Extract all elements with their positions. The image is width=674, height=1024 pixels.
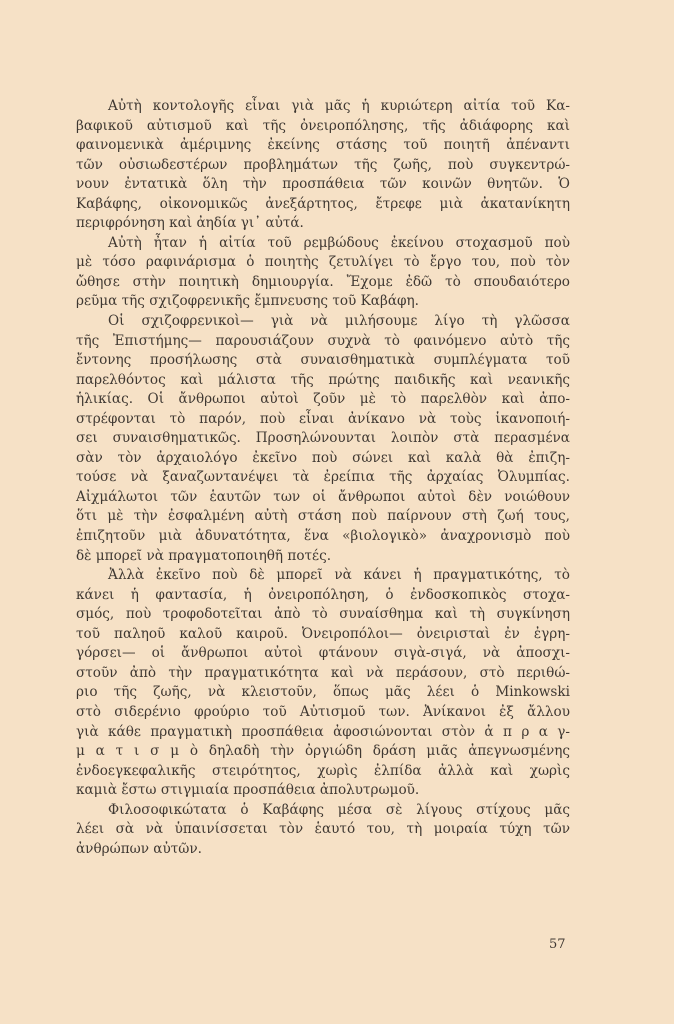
text-line: στρέφονται τὸ παρόν, ποὺ εἶναι ἀνίκανο νὰ τοὺς ἱκανοποιή- (76, 410, 570, 427)
text-line: Αὐτὴ ἦταν ἡ αἰτία τοῦ ρεμβώδους ἐκείνου στοχασμοῦ ποὺ (108, 234, 570, 251)
text-line: ὤθησε στὴν ποιητικὴ δημιουργία. Ἔχομε ἐδῶ τὸ σπουδαιότερο (76, 273, 570, 290)
text-line: ἐνδοεγκεφαλικῆς στειρότητος, χωρὶς ἐλπίδα ἀλλὰ καὶ χωρὶς (76, 762, 570, 779)
text-line: Αὐτὴ κοντολογῆς εἶναι γιὰ μᾶς ἡ κυριώτερη αἰτία τοῦ Κα- (108, 98, 570, 114)
text-line: ριο τῆς ζωῆς, νὰ κλειστοῦν, ὅπως μᾶς λέει ὁ Minkowski (76, 684, 570, 701)
text-line: σει συναισθηματικῶς. Προσηλώνουνται λοιπὸν στὰ περασμένα (76, 430, 570, 447)
text-line: σμός, ποὺ τροφοδοτεῖται ἀπὸ τὸ συναίσθημα καὶ τὴ συγκίνηση (76, 606, 570, 623)
text-line: ἐπιζητοῦν μιὰ ἀδυνατότητα, ἕνα «βιολογικὸ» ἀναχρονισμὸ ποὺ (76, 528, 570, 545)
text-line: στὸ σιδερένιο φρούριο τοῦ Αὐτισμοῦ των. Ἀνίκανοι ἐξ ἄλλου (76, 703, 570, 720)
text-line: παρελθόντος καὶ μάλιστα τῆς πρώτης παιδικῆς καὶ νεανικῆς (76, 371, 570, 388)
text-line: Αἰχμάλωτοι τῶν ἑαυτῶν των οἱ ἄνθρωποι αὐτοὶ δὲν νοιώθουν (76, 488, 570, 505)
text-line: γιὰ κάθε πραγματικὴ προσπάθεια ἀφοσιώνονται στὸν ἀ π ρ α γ- (76, 723, 570, 740)
body-text (76, 97, 570, 859)
text-line: κάνει ἡ φαντασία, ἡ ὀνειροπόληση, ὁ ἐνδοσκοπικὸς στοχα- (76, 586, 570, 603)
text-line: λέει σὰ νὰ ὑπαινίσσεται τὸν ἑαυτό του, τὴ μοιραία τύχη τῶν (76, 821, 570, 838)
text-line: ἡλικίας. Οἱ ἄνθρωποι αὐτοὶ ζοῦν μὲ τὸ παρελθὸν καὶ ἀπο- (76, 391, 570, 408)
text-line: φαινομενικὰ ἀμέριμνης ἐκείνης στάσης τοῦ ποιητῆ ἀπέναντι (76, 137, 570, 154)
text-line: τῶν οὐσιωδεστέρων προβλημάτων τῆς ζωῆς, ποὺ συγκεντρώ- (76, 156, 570, 173)
text-line: μ α τ ι σ μ ὸ δηλαδὴ τὴν ὀργιώδη δράση μιᾶς ἀπεγνωσμένης (76, 743, 570, 760)
text-line: ἀνθρώπων αὐτῶν. (76, 840, 202, 857)
text-line: τῆς Ἐπιστήμης— παρουσιάζουν συχνὰ τὸ φαινόμενο αὐτὸ τῆς (76, 332, 570, 349)
page-number: 57 (549, 937, 566, 952)
text-line: ρεῦμα τῆς σχιζοφρενικῆς ἔμπνευσης τοῦ Καβάφη. (76, 293, 419, 310)
text-line: στοῦν ἀπὸ τὴν πραγματικότητα καὶ νὰ περάσουν, στὸ περιθώ- (76, 664, 570, 681)
text-line: δὲ μπορεῖ νὰ πραγματοποιηθῆ ποτές. (76, 547, 332, 564)
text-line: βαφικοῦ αὐτισμοῦ καὶ τῆς ὀνειροπόλησης, τῆς ἀδιάφορης καὶ (76, 117, 570, 134)
text-line: ὅτι μὲ τὴν ἐσφαλμένη αὐτὴ στάση ποὺ παίρνουν στὴ ζωή τους, (76, 508, 570, 525)
text-line: Οἱ σχιζοφρενικοὶ— γιὰ νὰ μιλήσουμε λίγο τὴ γλῶσσα (108, 313, 570, 330)
text-line: σὰν τὸν ἀρχαιολόγο ἐκεῖνο ποὺ σώνει καὶ καλὰ θὰ ἐπιζη- (76, 449, 570, 466)
text-line: Ἀλλὰ ἐκεῖνο ποὺ δὲ μπορεῖ νὰ κάνει ἡ πραγματικότης, τὸ (108, 567, 570, 584)
text-line: μὲ τόσο ραφινάρισμα ὁ ποιητὴς ζετυλίγει τὸ ἔργο του, ποὺ τὸν (76, 254, 570, 271)
text-line: τοῦ παληοῦ καλοῦ καιροῦ. Ὀνειροπόλοι— ὀνειρισταὶ ἐν ἐγρη- (76, 625, 570, 642)
text-line: Φιλοσοφικώτατα ὁ Καβάφης μέσα σὲ λίγους στίχους μᾶς (108, 801, 570, 818)
text-line: τούσε νὰ ξαναζωντανέψει τὰ ἐρείπια τῆς ἀρχαίας Ὀλυμπίας. (76, 469, 570, 486)
text-line: καμιὰ ἔστω στιγμιαία προσπάθεια ἀπολυτρωμοῦ. (76, 782, 420, 799)
text-line: νουν ἐντατικὰ ὅλη τὴν προσπάθεια τῶν κοινῶν θνητῶν. Ὁ (76, 176, 570, 193)
text-line: Καβάφης, οἰκονομικῶς ἀνεξάρτητος, ἔτρεφε μιὰ ἀκατανίκητη (76, 195, 570, 212)
text-line: ἔντονης προσήλωσης στὰ συναισθηματικὰ συμπλέγματα τοῦ (76, 352, 570, 369)
text-line: γόρσει— οἱ ἄνθρωποι αὐτοὶ φτάνουν σιγὰ-σιγά, νὰ ἀποσχι- (76, 645, 570, 662)
text-line: περιφρόνηση καὶ ἀηδία γι᾽ αὐτά. (76, 215, 304, 232)
